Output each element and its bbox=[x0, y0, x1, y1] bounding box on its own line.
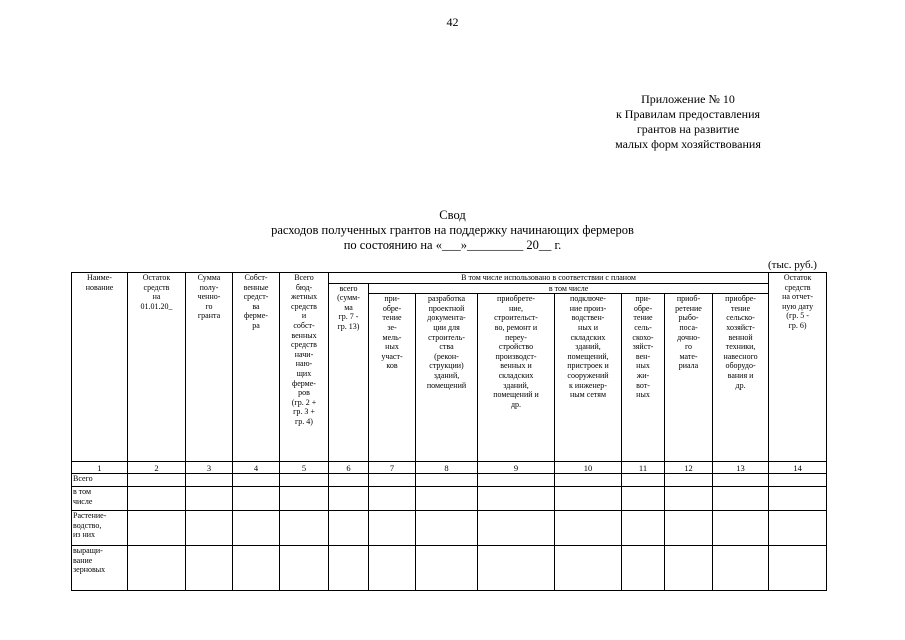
column-numbers-row bbox=[72, 462, 827, 474]
column-number: 5 bbox=[280, 462, 329, 474]
col-header-balance-end: Остаток средств на отчет- ную дату (гр. 5 - гр. 6) bbox=[769, 273, 827, 462]
column-number: 8 bbox=[416, 462, 478, 474]
column-number: 7 bbox=[369, 462, 416, 474]
appendix-line: грантов на развитие bbox=[636, 122, 740, 136]
row-label: Растение- водство, из них bbox=[72, 511, 128, 546]
column-number: 1 bbox=[72, 462, 128, 474]
col-header-total-funds: Всего бюд- жетных средств и собст- венных средств начи- наю- щих ферме- ров (гр. 2 + гр. 3 + гр. 4) bbox=[280, 273, 329, 462]
appendix-line: к Правилам предоставления bbox=[615, 107, 761, 121]
page-number: 42 bbox=[446, 15, 459, 29]
title-line: Свод bbox=[439, 208, 466, 222]
title-line: по состоянию на «___»_________ 20__ г. bbox=[343, 238, 562, 252]
column-number: 4 bbox=[233, 462, 280, 474]
column-number: 11 bbox=[622, 462, 665, 474]
column-number: 6 bbox=[329, 462, 369, 474]
appendix-block bbox=[568, 92, 808, 152]
document-title bbox=[0, 208, 905, 253]
row-label: Всего bbox=[72, 474, 128, 487]
col-header-total-used: всего (сумм- ма гр. 7 - гр. 13) bbox=[329, 283, 369, 462]
sub-header: в том числе bbox=[369, 283, 769, 294]
col-header-fish: приоб- ретение рыбо- поса- дочно- го мате- риала bbox=[665, 294, 713, 462]
appendix-line: Приложение № 10 bbox=[641, 92, 735, 106]
col-header-name: Наиме- нование bbox=[72, 273, 128, 462]
col-header-grant-sum: Сумма полу- ченно- го гранта bbox=[186, 273, 233, 462]
col-header-machinery: приобре- тение сельско- хозяйст- венной техники, навесного оборудо- вания и др. bbox=[713, 294, 769, 462]
table-row bbox=[72, 474, 827, 487]
table-row bbox=[72, 546, 827, 591]
group-header: В том числе использовано в соответствии с планом bbox=[329, 273, 769, 284]
col-header-balance-start: Остаток средств на 01.01.20_ bbox=[128, 273, 186, 462]
table-row bbox=[72, 487, 827, 511]
col-header-utilities: подключе- ние произ- водствен- ных и складских зданий, помещений, пристроек и сооружений к инженер- ным сетям bbox=[555, 294, 622, 462]
row-label: в том числе bbox=[72, 487, 128, 511]
unit-label: (тыс. руб.) bbox=[768, 259, 817, 271]
title-line: расходов полученных грантов на поддержку начинающих фермеров bbox=[271, 223, 634, 237]
header-row bbox=[72, 273, 827, 284]
col-header-construction: приобрете- ние, строительст- во, ремонт и переу- стройство производст- венных и складских зданий, помещений и др. bbox=[478, 294, 555, 462]
column-number: 10 bbox=[555, 462, 622, 474]
column-number: 13 bbox=[713, 462, 769, 474]
column-number: 12 bbox=[665, 462, 713, 474]
column-number: 9 bbox=[478, 462, 555, 474]
col-header-own-funds: Собст- венные средст- ва ферме- ра bbox=[233, 273, 280, 462]
row-label: выращи- вание зерновых bbox=[72, 546, 128, 591]
appendix-line: малых форм хозяйствования bbox=[615, 137, 761, 151]
expense-table bbox=[71, 272, 827, 591]
table-row bbox=[72, 511, 827, 546]
column-number: 3 bbox=[186, 462, 233, 474]
col-header-land: при- обре- тение зе- мель- ных участ- ков bbox=[369, 294, 416, 462]
column-number: 2 bbox=[128, 462, 186, 474]
col-header-design-docs: разработка проектной документа- ции для строитель- ства (рекон- струкции) зданий, помещений bbox=[416, 294, 478, 462]
column-number: 14 bbox=[769, 462, 827, 474]
col-header-animals: при- обре- тение сель- скохо- зяйст- вен- ных жи- вот- ных bbox=[622, 294, 665, 462]
